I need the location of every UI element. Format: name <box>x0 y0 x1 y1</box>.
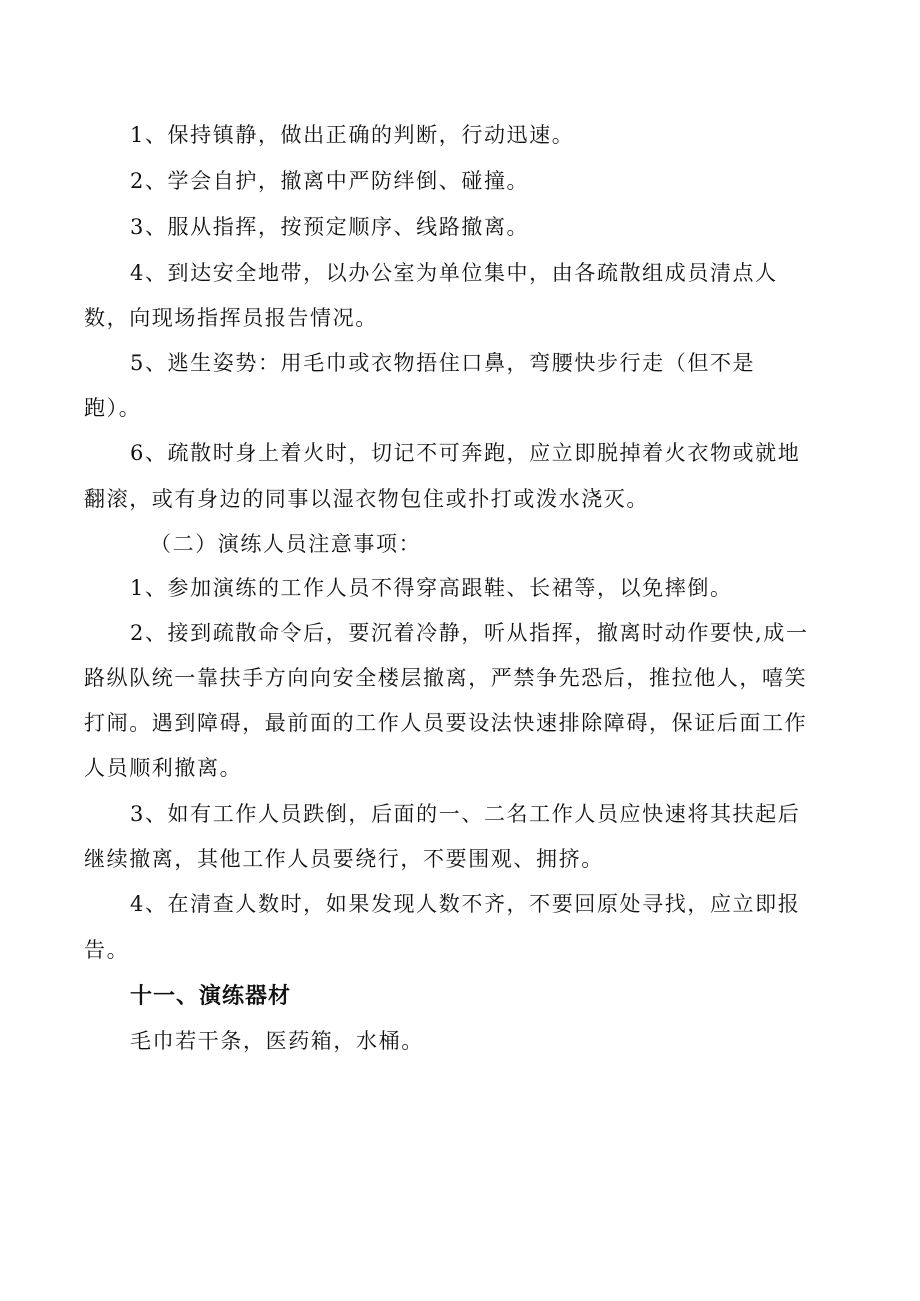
notice-2-line-4: 人员顺利撤离。 <box>84 756 243 780</box>
equipment-text: 毛巾若干条，医药箱，水桶。 <box>130 1029 424 1053</box>
notice-1-line-1: 1、参加演练的工作人员不得穿高跟鞋、长裙等，以免摔倒。 <box>130 576 733 600</box>
paragraph-2-line-1: 2、学会自护，撤离中严防绊倒、碰撞。 <box>130 169 530 193</box>
paragraph-6-line-1: 6、疏散时身上着火时，切记不可奔跑，应立即脱掉着火衣物或就地 <box>130 441 801 465</box>
notice-2-line-2: 路纵队统一靠扶手方向向安全楼层撤离，严禁争先恐后，推拉他人，嘻笑 <box>84 666 808 690</box>
notice-4-line-1: 4、在清查人数时，如果发现人数不齐，不要回原处寻找，应立即报 <box>130 892 801 916</box>
notice-2-line-3: 打闹。遇到障碍，最前面的工作人员要设法快速排除障碍，保证后面工作 <box>84 711 808 735</box>
paragraph-5-line-2: 跑）。 <box>84 396 142 420</box>
paragraph-5-line-1: 5、逃生姿势：用毛巾或衣物捂住口鼻，弯腰快步行走（但不是 <box>130 351 756 375</box>
notice-3-line-1: 3、如有工作人员跌倒，后面的一、二名工作人员应快速将其扶起后 <box>130 802 801 826</box>
paragraph-4-line-2: 数，向现场指挥员报告情况。 <box>84 306 378 330</box>
section-heading-equipment: 十一、演练器材 <box>130 984 292 1009</box>
notice-3-line-2: 继续撤离，其他工作人员要绕行，不要围观、拥挤。 <box>84 847 604 871</box>
notice-2-line-1: 2、接到疏散命令后，要沉着冷静，听从指挥，撤离时动作要快,成一 <box>130 621 809 645</box>
subsection-heading-2: （二）演练人员注意事项： <box>150 532 422 556</box>
paragraph-3-line-1: 3、服从指挥，按预定顺序、线路撤离。 <box>130 215 530 239</box>
paragraph-4-line-1: 4、到达安全地带，以办公室为单位集中，由各疏散组成员清点人 <box>130 261 778 285</box>
notice-4-line-2: 告。 <box>84 938 130 962</box>
paragraph-6-line-2: 翻滚，或有身边的同事以湿衣物包住或扑打或泼水浇灭。 <box>84 487 649 511</box>
paragraph-1-line-1: 1、保持镇静，做出正确的判断，行动迅速。 <box>130 123 575 147</box>
